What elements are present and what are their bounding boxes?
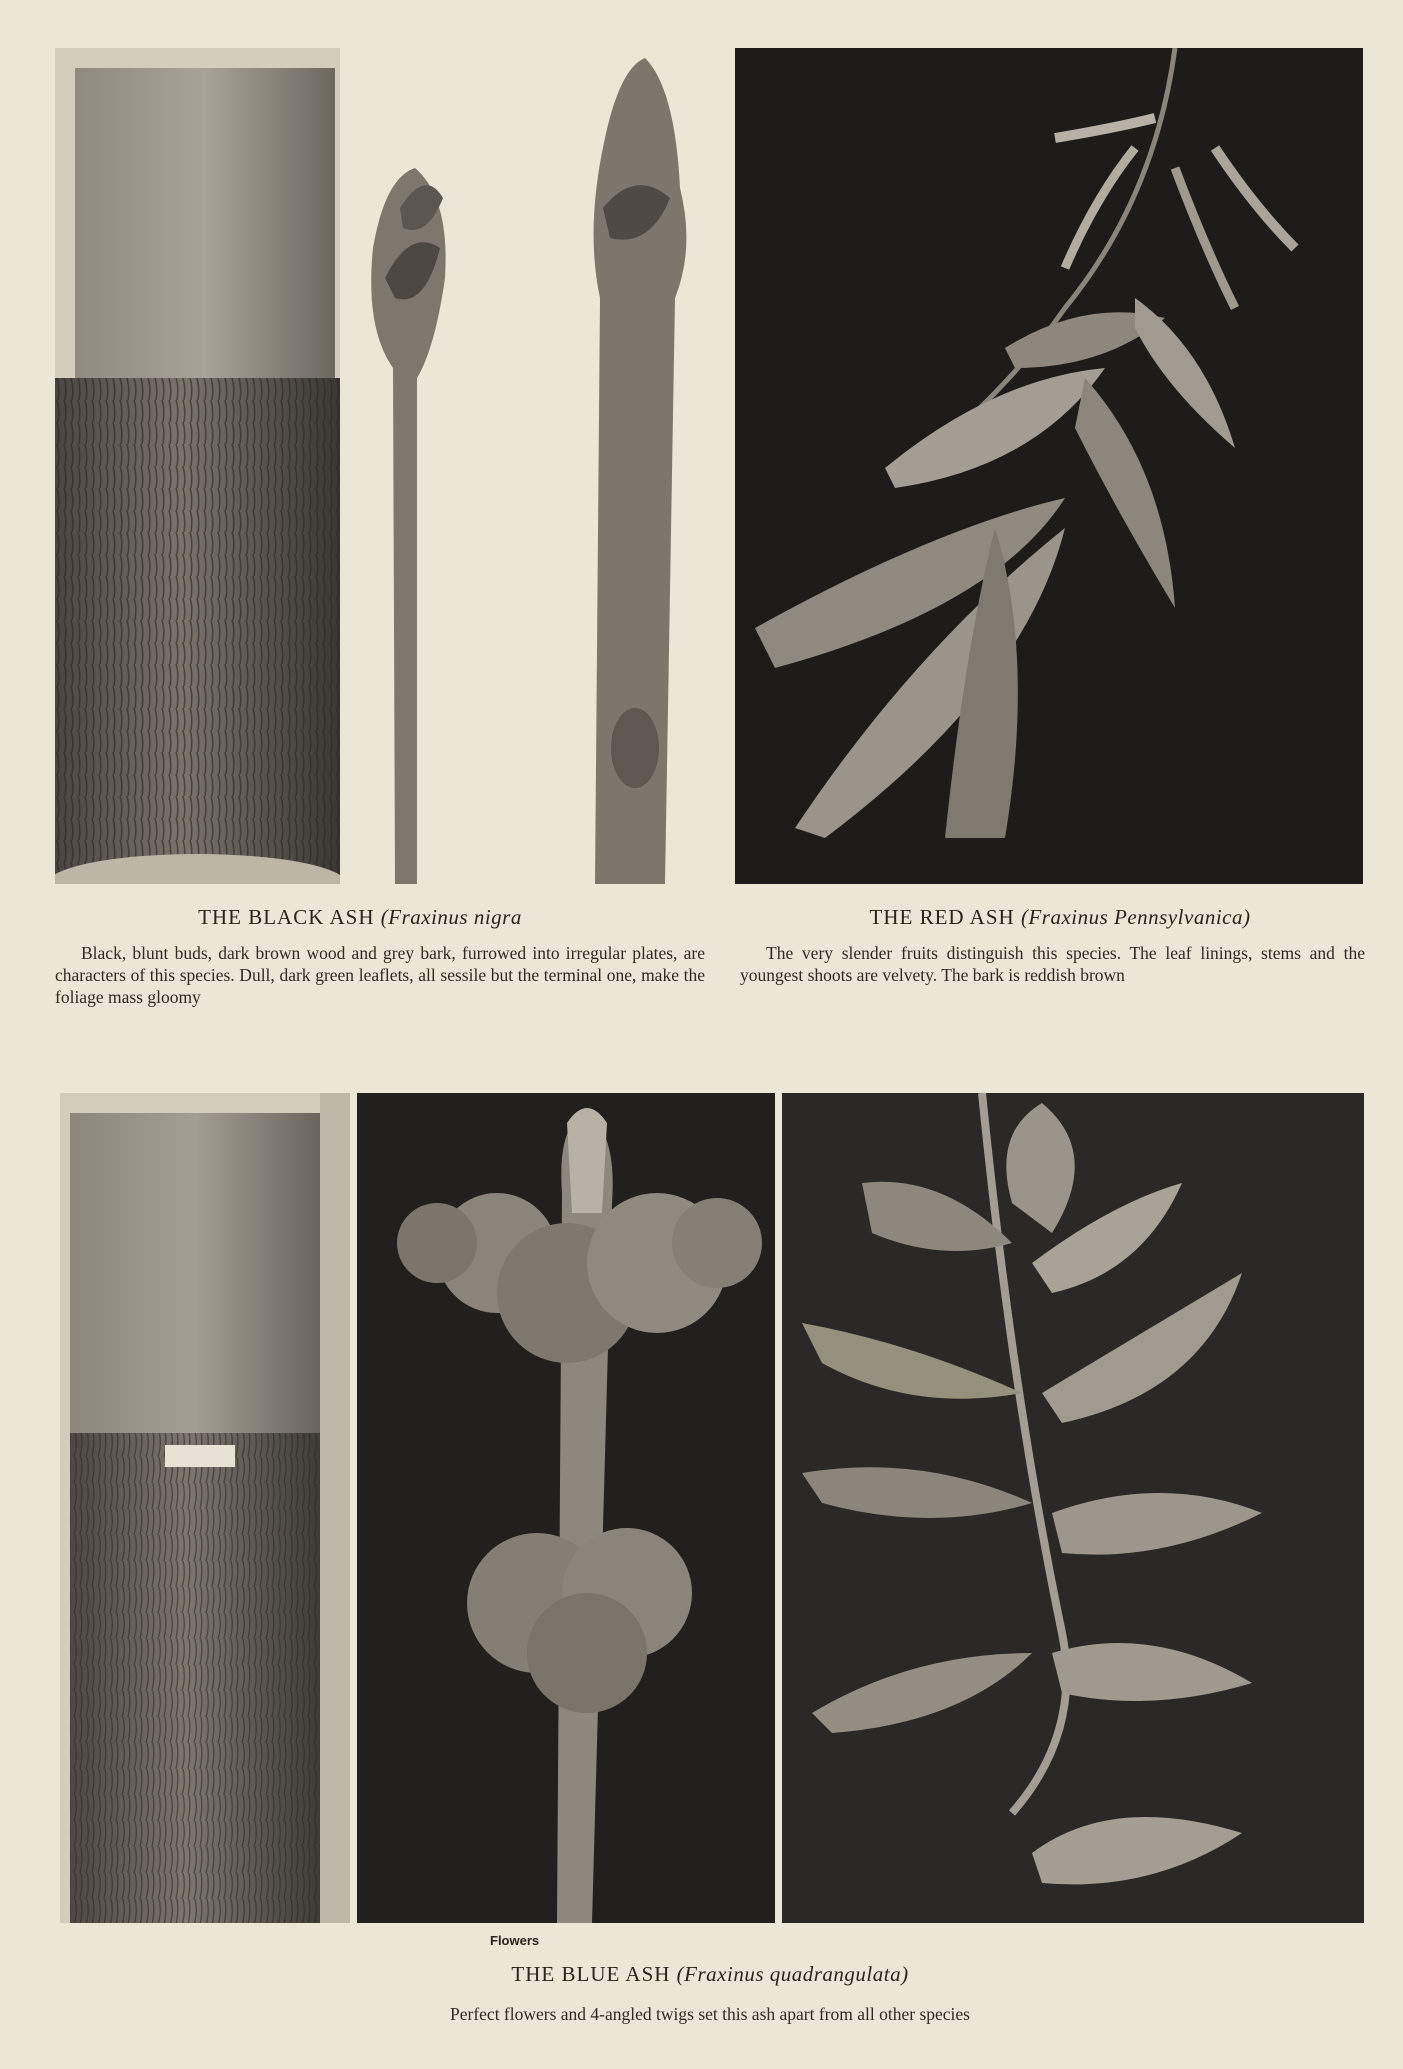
black-ash-twig-photo xyxy=(565,48,725,884)
blue-ash-title xyxy=(60,1962,1360,1987)
red-ash-species: (Fraxinus Pennsylvanica) xyxy=(1020,905,1251,929)
blue-ash-species: (Fraxinus quadrangulata) xyxy=(676,1962,909,1986)
black-ash-title xyxy=(60,905,660,930)
flowers-label: Flowers xyxy=(490,1933,540,1948)
red-ash-photo xyxy=(735,48,1363,884)
red-ash-caption: The very slender fruits distinguish this species. The leaf linings, stems and the youngest shoots are velvety. The bark is reddish brown xyxy=(740,943,1365,985)
black-ash-species: (Fraxinus nigra xyxy=(380,905,522,929)
black-ash-title-prefix: THE BLACK ASH xyxy=(198,905,375,929)
red-ash-title-prefix: THE RED ASH xyxy=(869,905,1015,929)
blue-ash-log-photo xyxy=(60,1093,350,1923)
black-ash-caption: Black, blunt buds, dark brown wood and grey bark, furrowed into irregular plates, are characters of this species. Dull, dark green leaflets, all sessile but the terminal one, make the foliage mass gloomy xyxy=(55,943,705,1007)
blue-ash-caption: Perfect flowers and 4-angled twigs set this ash apart from all other species xyxy=(450,2004,970,2024)
black-ash-twig-photo xyxy=(355,48,460,884)
blue-ash-flowers-photo xyxy=(357,1093,775,1923)
blue-ash-leaf-photo xyxy=(782,1093,1364,1923)
red-ash-title xyxy=(740,905,1380,930)
blue-ash-title-prefix: THE BLUE ASH xyxy=(511,1962,671,1986)
black-ash-log-photo xyxy=(55,48,340,884)
